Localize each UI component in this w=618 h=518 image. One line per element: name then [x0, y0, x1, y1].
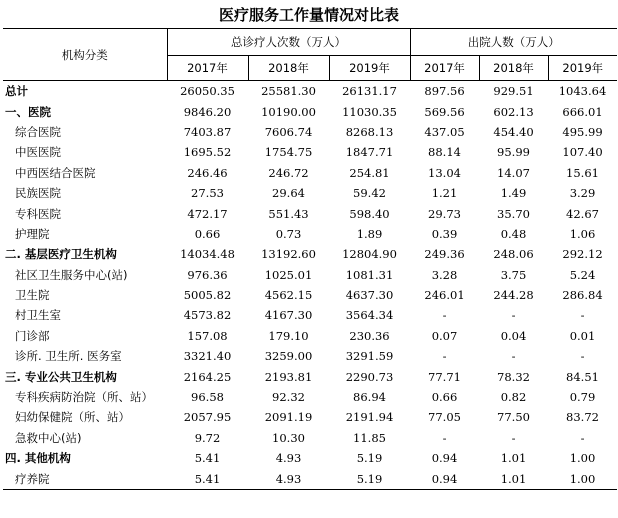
- row-label: 急救中心(站): [15, 430, 82, 445]
- table-cell: 0.39: [431, 226, 458, 241]
- category-header: 机构分类: [3, 29, 167, 81]
- table-cell: 15.61: [566, 165, 599, 180]
- table-row: [3, 81, 617, 102]
- table-cell: 598.40: [349, 206, 390, 221]
- table-cell: -: [442, 430, 447, 445]
- table-row: [3, 428, 617, 448]
- table-row: [3, 142, 617, 162]
- row-label: 诊所. 卫生所. 医务室: [15, 349, 122, 364]
- table-row: [3, 203, 617, 223]
- table-cell: 5.24: [569, 267, 596, 282]
- row-label: 门诊部: [15, 328, 50, 343]
- table-cell: -: [511, 308, 516, 323]
- table-cell: 95.99: [497, 145, 530, 160]
- table-cell: 1.01: [479, 468, 548, 489]
- table-cell: 254.81: [349, 165, 390, 180]
- table-cell: 14034.48: [180, 247, 235, 262]
- table-cell: 0.94: [431, 451, 458, 466]
- table-cell: 1.49: [500, 186, 527, 201]
- table-cell: 0.79: [569, 390, 596, 405]
- table-cell: 2193.81: [264, 369, 313, 384]
- row-label: 一、医院: [5, 104, 51, 119]
- table-cell: 88.14: [428, 145, 461, 160]
- table-cell: -: [511, 430, 516, 445]
- table-cell: 107.40: [562, 145, 603, 160]
- year-header: 2019年: [329, 56, 410, 81]
- table-cell: 230.36: [349, 328, 390, 343]
- row-label: 中医医院: [15, 145, 61, 160]
- table-cell: 1.06: [569, 226, 596, 241]
- row-label: 社区卫生服务中心(站): [15, 267, 128, 282]
- table-cell: 0.01: [569, 328, 596, 343]
- year-header: 2018年: [248, 56, 329, 81]
- table-cell: 7606.74: [264, 124, 313, 139]
- row-label: 综合医院: [15, 124, 61, 139]
- table-cell: 5.19: [356, 451, 383, 466]
- table-cell: 1081.31: [345, 267, 394, 282]
- table-row: [3, 101, 617, 121]
- year-header: 2019年: [548, 56, 617, 81]
- table-cell: 602.13: [493, 104, 534, 119]
- table-cell: 25581.30: [261, 84, 316, 99]
- row-label: 民族医院: [15, 186, 61, 201]
- table-cell: -: [511, 349, 516, 364]
- table-cell: 14.07: [497, 165, 530, 180]
- year-header: 2018年: [479, 56, 548, 81]
- workload-comparison-table: [3, 28, 617, 490]
- row-label: 妇幼保健院（所、站）: [15, 410, 130, 425]
- table-cell: 246.72: [268, 165, 309, 180]
- table-cell: 569.56: [424, 104, 465, 119]
- table-cell: 472.17: [187, 206, 228, 221]
- table-cell: 29.73: [428, 206, 461, 221]
- row-label: 疗养院: [3, 468, 167, 489]
- row-label: 四. 其他机构: [5, 451, 71, 466]
- table-row: [3, 468, 617, 489]
- table-cell: 3.75: [500, 267, 527, 282]
- table-cell: 3.28: [431, 267, 458, 282]
- table-cell: 2290.73: [345, 369, 394, 384]
- table-cell: 3291.59: [345, 349, 394, 364]
- table-cell: 551.43: [268, 206, 309, 221]
- table-cell: 0.07: [431, 328, 458, 343]
- table-cell: 1847.71: [345, 145, 394, 160]
- table-cell: 4637.30: [345, 288, 394, 303]
- table-cell: 11030.35: [342, 104, 397, 119]
- table-cell: 2164.25: [183, 369, 232, 384]
- row-label: 总计: [5, 84, 28, 99]
- table-cell: 1.01: [500, 451, 527, 466]
- table-cell: 248.06: [493, 247, 534, 262]
- table-cell: 1754.75: [264, 145, 313, 160]
- total-visits-header: 总诊疗人次数（万人）: [167, 29, 410, 56]
- table-cell: 29.64: [272, 186, 305, 201]
- table-cell: 0.73: [275, 226, 302, 241]
- table-row: [3, 366, 617, 386]
- table-cell: 2091.19: [264, 410, 313, 425]
- table-row: [3, 448, 617, 468]
- table-cell: 179.10: [268, 328, 309, 343]
- table-cell: 77.71: [428, 369, 461, 384]
- table-cell: 249.36: [424, 247, 465, 262]
- table-cell: -: [580, 349, 585, 364]
- discharges-header: 出院人数（万人）: [410, 29, 617, 56]
- table-cell: 9846.20: [183, 104, 232, 119]
- table-cell: 3259.00: [264, 349, 313, 364]
- table-cell: 9.72: [194, 430, 221, 445]
- table-cell: 10.30: [272, 430, 305, 445]
- table-cell: 11.85: [353, 430, 386, 445]
- table-cell: 666.01: [562, 104, 603, 119]
- table-row: [3, 305, 617, 325]
- table-cell: 1.00: [548, 468, 617, 489]
- table-cell: 437.05: [424, 124, 465, 139]
- table-cell: 244.28: [493, 288, 534, 303]
- table-cell: 454.40: [493, 124, 534, 139]
- table-cell: 976.36: [187, 267, 228, 282]
- table-cell: -: [442, 308, 447, 323]
- table-cell: 1025.01: [264, 267, 313, 282]
- table-cell: 77.05: [428, 410, 461, 425]
- table-cell: 26131.17: [342, 84, 397, 99]
- table-cell: 13.04: [428, 165, 461, 180]
- table-cell: 495.99: [562, 124, 603, 139]
- table-cell: 77.50: [497, 410, 530, 425]
- table-cell: 0.94: [410, 468, 479, 489]
- table-cell: 4562.15: [264, 288, 313, 303]
- year-header: 2017年: [410, 56, 479, 81]
- table-row: [3, 285, 617, 305]
- table-cell: 26050.35: [180, 84, 235, 99]
- table-cell: 292.12: [562, 247, 603, 262]
- table-row: [3, 244, 617, 264]
- table-row: [3, 224, 617, 244]
- table-row: [3, 387, 617, 407]
- table-cell: 27.53: [191, 186, 224, 201]
- year-header: 2017年: [167, 56, 248, 81]
- table-cell: 4.93: [248, 468, 329, 489]
- table-cell: 1.21: [431, 186, 458, 201]
- table-cell: 286.84: [562, 288, 603, 303]
- table-cell: 4573.82: [183, 308, 232, 323]
- table-cell: 83.72: [566, 410, 599, 425]
- table-cell: 1043.64: [558, 84, 607, 99]
- table-cell: 3.29: [569, 186, 596, 201]
- table-body: [3, 81, 617, 490]
- row-label: 二. 基层医疗卫生机构: [5, 247, 117, 262]
- row-label: 护理院: [15, 226, 50, 241]
- table-cell: 13192.60: [261, 247, 316, 262]
- row-label: 村卫生室: [15, 308, 61, 323]
- table-cell: -: [580, 308, 585, 323]
- table-row: [3, 346, 617, 366]
- table-cell: 897.56: [424, 84, 465, 99]
- table-cell: 3321.40: [183, 349, 232, 364]
- table-cell: 0.66: [431, 390, 458, 405]
- table-cell: 4.93: [275, 451, 302, 466]
- table-title: 医疗服务工作量情况对比表: [218, 6, 399, 24]
- table-cell: 8268.13: [345, 124, 394, 139]
- table-cell: 1.89: [356, 226, 383, 241]
- table-cell: 92.32: [272, 390, 305, 405]
- table-cell: 5005.82: [183, 288, 232, 303]
- table-cell: 96.58: [191, 390, 224, 405]
- table-cell: 5.19: [329, 468, 410, 489]
- table-cell: 0.04: [500, 328, 527, 343]
- row-label: 专科疾病防治院（所、站）: [15, 390, 153, 405]
- table-cell: 84.51: [566, 369, 599, 384]
- table-cell: 2191.94: [345, 410, 394, 425]
- table-cell: 12804.90: [342, 247, 397, 262]
- table-cell: 86.94: [353, 390, 386, 405]
- table-row: [3, 163, 617, 183]
- table-cell: 10190.00: [261, 104, 316, 119]
- table-cell: 246.01: [424, 288, 465, 303]
- table-row: [3, 265, 617, 285]
- table-cell: 0.48: [500, 226, 527, 241]
- table-cell: 157.08: [187, 328, 228, 343]
- table-cell: 0.82: [500, 390, 527, 405]
- table-cell: 59.42: [353, 186, 386, 201]
- table-cell: 929.51: [493, 84, 534, 99]
- table-cell: 1.00: [569, 451, 596, 466]
- table-row: [3, 122, 617, 142]
- table-cell: 35.70: [497, 206, 530, 221]
- table-cell: 2057.95: [183, 410, 232, 425]
- table-cell: 0.66: [194, 226, 221, 241]
- row-label: 三. 专业公共卫生机构: [5, 369, 117, 384]
- table-row: [3, 407, 617, 427]
- table-cell: 1695.52: [183, 145, 232, 160]
- table-cell: 78.32: [497, 369, 530, 384]
- row-label: 卫生院: [15, 288, 50, 303]
- table-cell: 5.41: [167, 468, 248, 489]
- table-cell: -: [580, 430, 585, 445]
- table-cell: -: [442, 349, 447, 364]
- table-row: [3, 183, 617, 203]
- table-cell: 246.46: [187, 165, 228, 180]
- table-row: [3, 326, 617, 346]
- table-cell: 42.67: [566, 206, 599, 221]
- table-cell: 5.41: [194, 451, 221, 466]
- row-label: 中西医结合医院: [15, 165, 96, 180]
- row-label: 专科医院: [15, 206, 61, 221]
- table-cell: 3564.34: [345, 308, 394, 323]
- table-cell: 4167.30: [264, 308, 313, 323]
- table-cell: 7403.87: [183, 124, 232, 139]
